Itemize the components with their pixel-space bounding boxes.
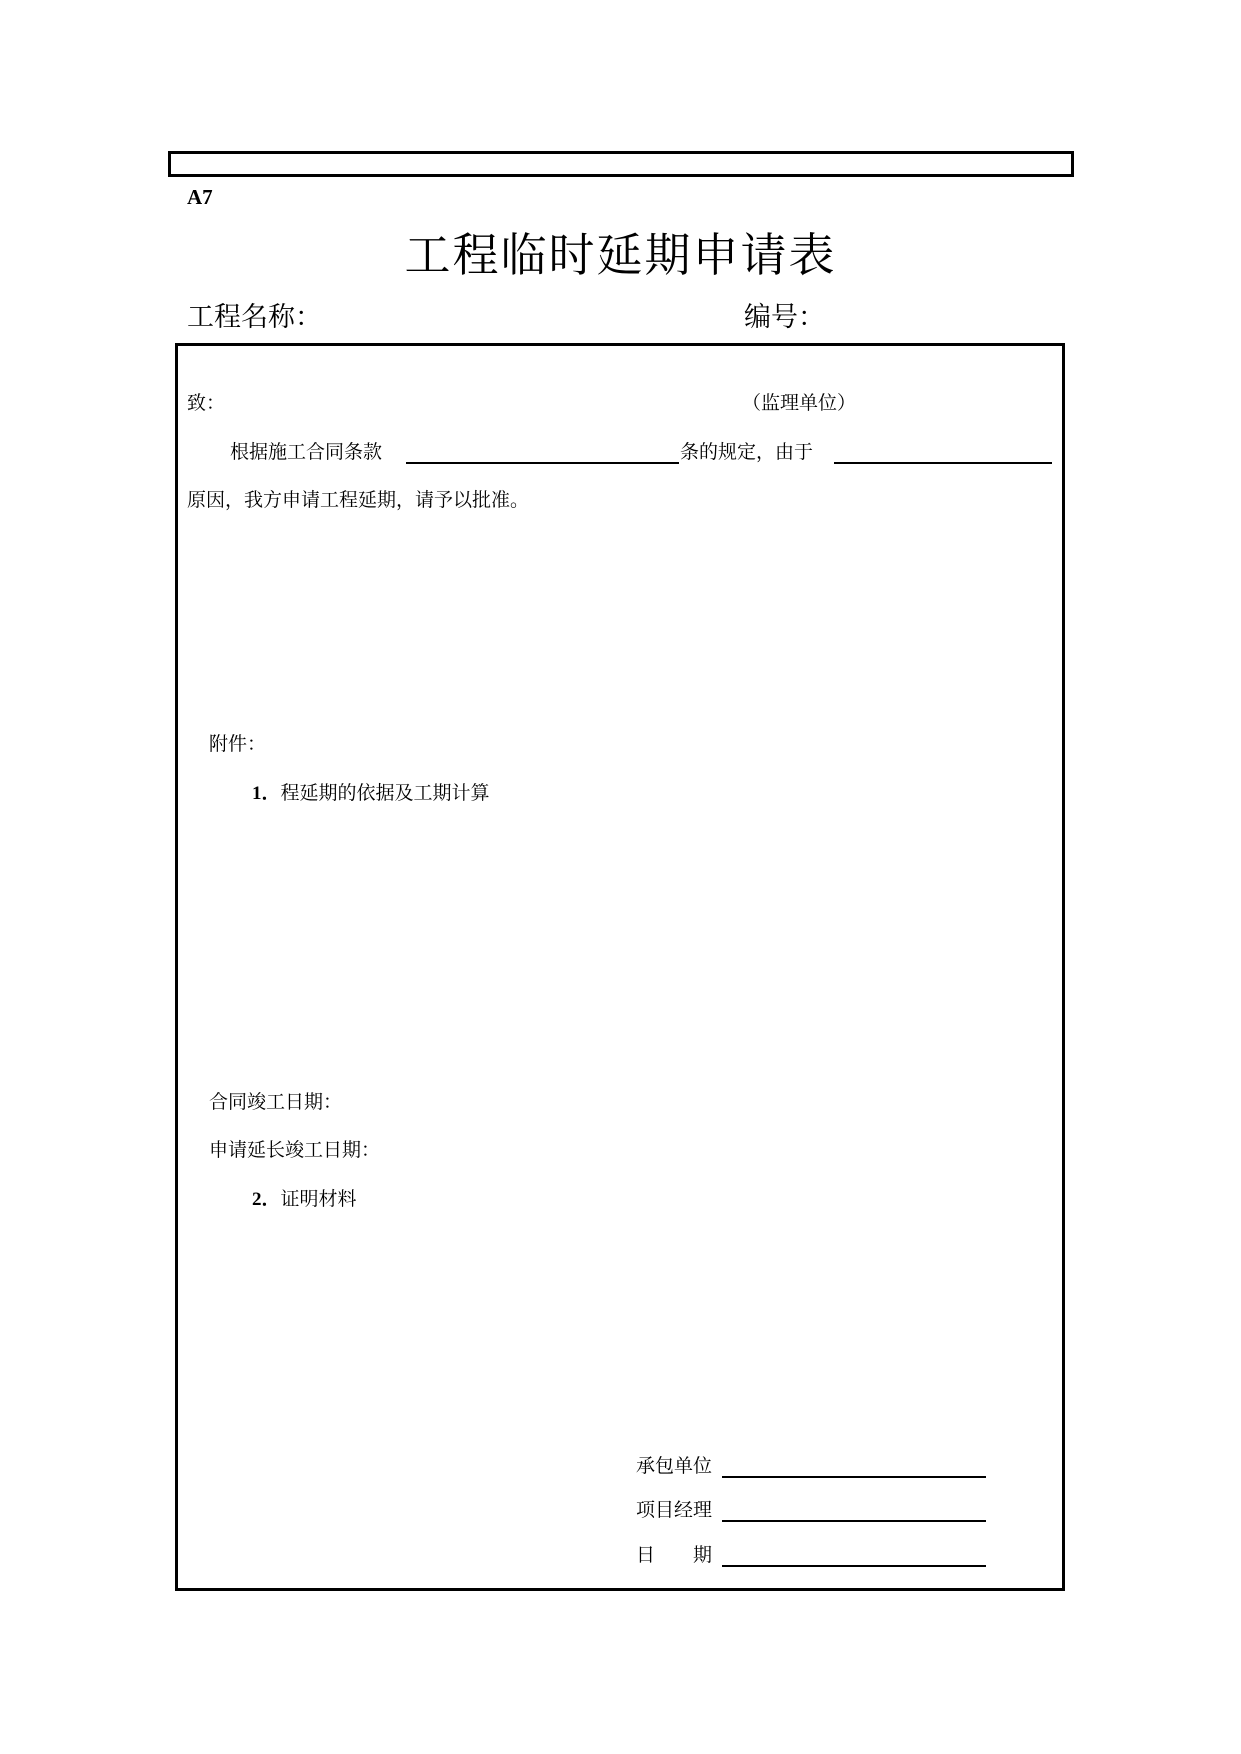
attachment-item-1 [252, 784, 490, 803]
paragraph-prefix: 根据施工合同条款 [230, 441, 383, 463]
paragraph-line-2: 原因，我方申请工程延期，请予以批准。 [187, 489, 530, 511]
form-frame [175, 343, 1065, 1591]
document-title: 工程临时延期申请表 [404, 228, 837, 282]
requested-completion-date-label: 申请延长竣工日期： [209, 1139, 381, 1161]
contract-clause-blank[interactable] [406, 462, 679, 464]
contractor-signature-line[interactable] [722, 1476, 986, 1478]
project-name-label: 工程名称： [187, 302, 322, 333]
date-signature-line[interactable] [722, 1565, 986, 1567]
header-empty-box [168, 151, 1074, 177]
paragraph-mid: 条的规定，由于 [680, 441, 814, 463]
item-2-number: 2． [252, 1189, 281, 1210]
project-manager-label: 项目经理 [636, 1499, 713, 1521]
project-manager-signature-line[interactable] [722, 1520, 986, 1522]
item-1-number: 1． [252, 783, 281, 804]
contractor-label: 承包单位 [636, 1455, 713, 1477]
item-1-text: 程延期的依据及工期计算 [280, 782, 490, 804]
date-label: 日 期 [636, 1544, 713, 1566]
serial-number-label: 编号： [744, 302, 825, 333]
item-2-text: 证明材料 [280, 1188, 357, 1210]
attachment-item-2 [252, 1190, 357, 1209]
to-label: 致： [187, 392, 226, 414]
form-code: A7 [187, 185, 213, 209]
supervisor-unit-label: （监理单位） [742, 392, 857, 414]
contract-completion-date-label: 合同竣工日期： [209, 1091, 343, 1113]
attachments-label: 附件： [209, 733, 267, 755]
reason-blank[interactable] [834, 462, 1052, 464]
